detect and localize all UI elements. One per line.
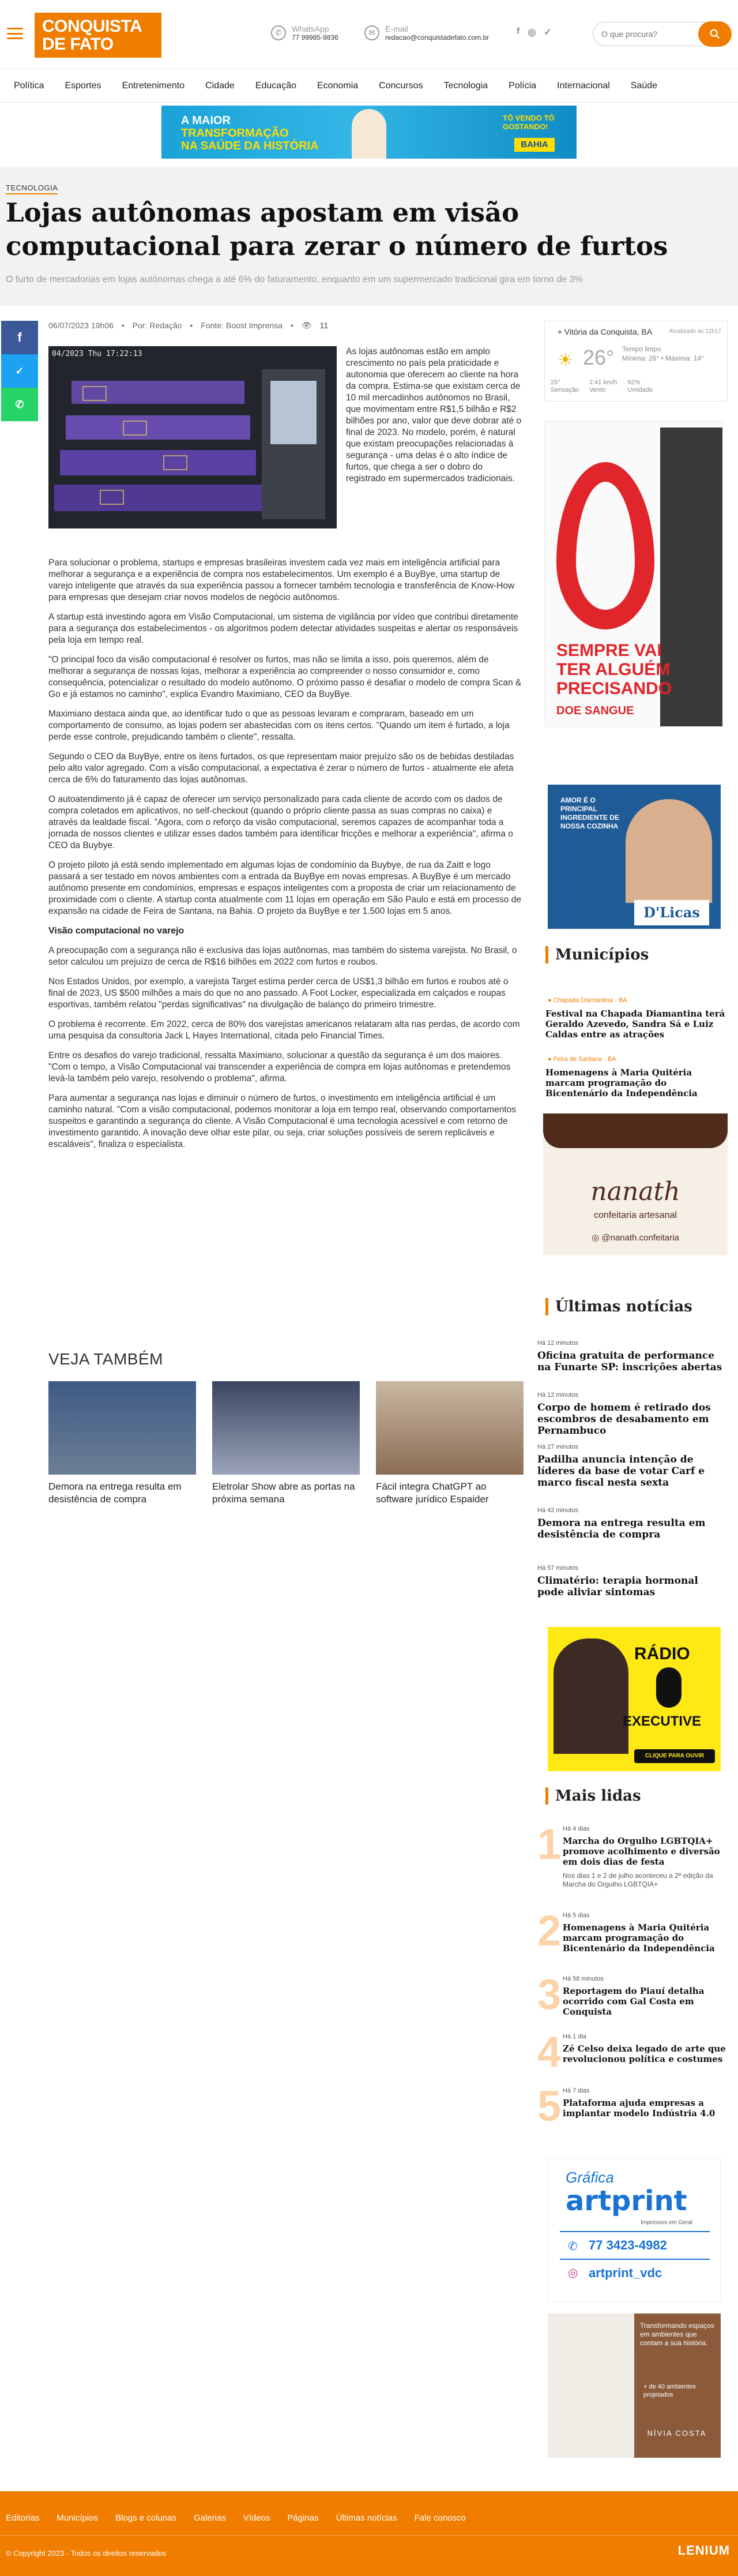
- blood-drop-icon: [556, 462, 654, 629]
- latest-news-item[interactable]: [537, 1507, 728, 1540]
- ad-nivia-count: + de 40 ambientes projetados: [643, 2383, 696, 2398]
- footer-link[interactable]: Vídeos: [243, 2513, 270, 2523]
- nav-item[interactable]: Cidade: [205, 80, 235, 91]
- location-icon: ●: [548, 997, 554, 1004]
- store-shelves-image: [48, 346, 337, 528]
- ad-radio-title: RÁDIO: [634, 1644, 690, 1663]
- article-hero-image: [48, 346, 337, 528]
- email-value: redacao@conquistadefato.com.br: [385, 33, 490, 42]
- article-paragraph: Para aumentar a segurança nas lojas e diminuir o número de furtos, o investimento em inteligência artificial é um caminho natural. "Com a visão computacional, podemos monitorar a loja em tempo real, observando comportamentos suspeitos e garantindo a segurança do cliente. A Visão Computacional é uma tecnologia acessível e com retorno de investimento garantido. A inovação deve olhar este pilar, ou seja, criar soluções possíveis de serem replicáveis e escaláveis", finaliza o especialista.: [48, 1093, 517, 1149]
- article-title: Lojas autônomas apostam em visão computacional para zerar o número de furtos: [6, 197, 668, 261]
- ad-blood-donation[interactable]: [544, 421, 723, 727]
- menu-icon[interactable]: [7, 28, 23, 39]
- news-headline: Corpo de homem é retirado dos escombros de desabamento em Pernambuco: [537, 1402, 711, 1437]
- related-card[interactable]: [212, 1381, 360, 1506]
- vento-value: 2.41 km/h: [589, 379, 617, 386]
- article-author: Por: Redação: [132, 321, 182, 330]
- logo-line1: CONQUISTA: [42, 17, 142, 36]
- article-date: 06/07/2023 19h06: [48, 321, 114, 330]
- ad-radio-cta[interactable]: CLIQUE PARA OUVIR: [634, 1749, 715, 1763]
- ad-artprint-phone: 77 3423-4982: [589, 2238, 667, 2252]
- municipio-headline[interactable]: Festival na Chapada Diamantina terá Geraldo Azevedo, Sandra Sá e Luiz Caldas entre as atrações: [545, 1008, 725, 1040]
- twitter-icon[interactable]: ✓: [544, 28, 552, 38]
- views-icon: 👁: [301, 321, 312, 330]
- ad-artprint-brand: artprint: [566, 2185, 687, 2217]
- article-subtitle: O furto de mercadorias em lojas autônomas chega a até 6% do faturamento, enquanto em um supermercado tradicional gira em torno de 3%: [6, 275, 583, 284]
- phone-icon: ✆: [568, 2240, 578, 2253]
- banner-person-image: [352, 109, 386, 159]
- ad-artprint-g: Gráfica: [566, 2169, 614, 2186]
- ad-nivia-brand: NÍVIA COSTA: [647, 2429, 707, 2438]
- related-section-title: VEJA TAMBÉM: [48, 1350, 163, 1368]
- whatsapp-label: WhatsApp: [292, 24, 329, 33]
- related-card-image: [212, 1381, 360, 1475]
- instagram-icon: ◎: [592, 1233, 602, 1243]
- ad-nanath-instagram: ◎ @nanath.confeitaria: [592, 1233, 679, 1243]
- instagram-icon[interactable]: ◎: [528, 28, 536, 38]
- site-header: [0, 0, 738, 69]
- weather-summary: [622, 344, 704, 363]
- news-headline: Climatério: terapia hormonal pode aliviar sintomas: [537, 1575, 698, 1598]
- article-paragraph: As lojas autônomas estão em amplo crescimento no país pela praticidade e autonomia que oferecem ao cliente na hora da compra. Estima-se que existam cerca de 10 mil mercadinhos autônomos no Brasil, que movimentam entre R$1,5 bilhão e R$2 bilhões por ano, valor que deve dobrar até o final de 2023. No modelo, porém, é natural que existam preocupações relacionadas à segurança - uma delas é o alto índice de furtos, que chega a ser o dobro do registrado em supermercados tradicionais.: [346, 347, 522, 483]
- news-time: Há 57 minutos: [537, 1565, 578, 1572]
- article-source: Fonte: Boost Imprensa: [201, 321, 283, 330]
- article-body: [48, 557, 524, 1158]
- umidade-value: 92%: [627, 379, 641, 386]
- news-headline: Demora na entrega resulta em desistência de compra: [537, 1517, 706, 1540]
- ad-blood-cta: DOE SANGUE: [556, 704, 634, 717]
- municipios-title: Municípios: [545, 946, 649, 963]
- footer-divider: [0, 2535, 738, 2536]
- nav-item[interactable]: Economia: [317, 80, 359, 91]
- nav-item[interactable]: Política: [14, 80, 44, 91]
- municipio-tag[interactable]: ● Chapada Diamantina - BA: [548, 997, 627, 1004]
- logo-line2: DE FATO: [42, 35, 114, 54]
- news-time: Há 7 dias: [563, 2087, 590, 2094]
- footer-link[interactable]: Galerias: [193, 2513, 226, 2523]
- nav-item[interactable]: Tecnologia: [443, 80, 488, 91]
- ad-radio-executive[interactable]: [548, 1627, 721, 1771]
- footer-link[interactable]: Blogs e colunas: [115, 2513, 176, 2523]
- ad-artprint-sub: Impressos em Geral: [641, 2219, 693, 2226]
- article-paragraph: Nos Estados Unidos, por exemplo, a varejista Target estima perder cerca de US$1,3 bilhão em furtos e roubos até o final de 2023, US $500 milhões a mais do que no ano passado. A Foot Locker, especializada em calçados e roupas esportivas, também relatou "perdas significativas" na divulgação de balanço do primeiro trimestre.: [48, 977, 509, 1010]
- rank-number: 1: [537, 1820, 562, 1868]
- news-headline: Reportagem do Piauí detalha ocorrido com Gal Costa em Conquista: [563, 1986, 705, 2017]
- ultimas-title: Últimas notícias: [545, 1298, 692, 1315]
- latest-news-item[interactable]: [537, 1565, 728, 1598]
- search-button[interactable]: [698, 21, 732, 47]
- article-paragraph: A startup está investindo agora em Visão Computacional, um sistema de vigilância por vídeo que contribui diretamente para a segurança dos estabelecimentos - os algoritmos podem detectar atividades suspeitas e alertar os responsáveis pela loja em tempo real.: [48, 612, 518, 645]
- related-card[interactable]: [48, 1381, 196, 1506]
- ad-blood-text: SEMPRE VAI TER ALGUÉM PRECISANDO: [556, 641, 672, 698]
- weather-condition: Tempo limpo: [622, 345, 662, 353]
- footer-links: [6, 2513, 466, 2523]
- whatsapp-icon: ✆: [15, 398, 24, 410]
- banner-right-text: TÔ VENDO TÔ GOSTANDO!: [503, 114, 555, 131]
- weather-city: ⌖ Vitória da Conquista, BA: [558, 327, 653, 336]
- nav-item[interactable]: Educação: [255, 80, 296, 91]
- ad-nanath-sub: confeitaria artesanal: [593, 1210, 677, 1220]
- related-card-title: Demora na entrega resulta em desistência de compra: [48, 1481, 182, 1505]
- divider: [560, 2259, 710, 2260]
- ad-artprint[interactable]: [548, 2158, 721, 2302]
- nav-item[interactable]: Esportes: [65, 80, 101, 91]
- email-contact[interactable]: [364, 24, 489, 42]
- sensacao-value: 25°: [551, 379, 560, 386]
- search-box: [593, 22, 731, 46]
- sun-icon: ☀: [558, 351, 573, 370]
- nav-item[interactable]: Concursos: [379, 80, 423, 91]
- article-paragraph: A preocupação com a segurança não é exclusiva das lojas autônomas, mas também do sistema varejista. No Brasil, o setor calculou um prejuízo de cerca de R$16 bilhões em 2022 com furtos e roubos.: [48, 946, 517, 967]
- news-time: Há 1 dia: [563, 2033, 586, 2040]
- rank-number: 2: [537, 1907, 562, 1955]
- ad-nivia-photo: [548, 2313, 634, 2458]
- nav-item[interactable]: Internacional: [557, 80, 610, 91]
- whatsapp-icon: ✆: [271, 25, 286, 40]
- chocolate-drip: [543, 1113, 728, 1148]
- news-headline: Zé Celso deixa legado de arte que revolucionou política e costumes: [563, 2043, 726, 2064]
- social-links: [517, 27, 552, 38]
- article-paragraph: Maximiano destaca ainda que, ao identificar tudo o que as pessoas levaram e compraram, baseado em um comportamento de consumo, as lojas podem ser abastecidas com os itens certos. "Quando um item é furtado, a loja perde esse controle, prejudicando também o cliente", ressalta.: [48, 709, 510, 742]
- news-headline: Marcha do Orgulho LGBTQIA+ promove acolhimento e diversão em dois dias de festa: [563, 1836, 720, 1867]
- share-facebook-button[interactable]: [1, 321, 38, 354]
- mais-lidas-title: Mais lidas: [545, 1787, 641, 1805]
- nav-item[interactable]: Saúde: [630, 80, 658, 91]
- news-time: Há 5 dias: [563, 1912, 590, 1919]
- news-headline: Homenagens à Maria Quitéria marcam programação do Bicentenário da Independência: [563, 1922, 715, 1953]
- footer-copyright: © Copyright 2023 - Todos os direitos reservados: [6, 2549, 167, 2558]
- ad-nivia-costa[interactable]: [548, 2313, 721, 2458]
- article-section-title: Visão computacional no varejo: [48, 926, 184, 936]
- weather-minmax: Mínima: 26° • Máxima: 14°: [622, 354, 704, 362]
- twitter-icon: ✓: [15, 365, 24, 377]
- whatsapp-number: 77 99985-9836: [292, 33, 338, 42]
- article-paragraph: Para solucionar o problema, startups e empresas brasileiras investem cada vez mais em inteligência artificial para melhorar a segurança e a experiência de compra nos estabelecimentos. Um exemplo é a BuyBye, uma startup de varejo inteligente que através da sua experiência passou a fornecer também tecnologia e transferência de Know-How para empresas que desejam criar novos modelos de negócio autônomos.: [48, 558, 515, 602]
- ad-dlicas-photo: [626, 799, 712, 903]
- microphone-icon: [656, 1667, 681, 1708]
- site-footer: [0, 2491, 738, 2576]
- article-paragraph: O problema é recorrente. Em 2022, cerca de 80% dos varejistas americanos relataram alta nas perdas, de acordo com uma pesquisa da consultoria Jack L Hayes International, citada pelo Financial Times.: [48, 1019, 520, 1041]
- footer-link[interactable]: Municípios: [57, 2513, 99, 2523]
- related-card-image: [376, 1381, 524, 1475]
- article-paragraph: "O principal foco da visão computacional é resolver os furtos, mas não se limita a isso, pois queremos, além de melhorar a segurança de nossas lojas, melhorar a experiência ao compreender o nosso consumidor e, como consequência, potencializar o resultado do modelo autônomo. O próximo passo é desafiar o modelo de compra Scan & Go e já estamos no caminho", explica Evandro Maximiano, CEO da BuyBye.: [48, 655, 522, 699]
- whatsapp-contact[interactable]: [271, 24, 338, 42]
- vento-label: Vento: [589, 387, 606, 393]
- news-time: Há 42 minutos: [537, 1507, 578, 1514]
- article-paragraph: O autoatendimento já é capaz de oferecer um serviço personalizado para cada cliente de acordo com os dados de compra coletados em aplicativos, no self-checkout (quando o próprio cliente passa as suas compras no caixa) e através da lealdade fiscal. "Agora, com o reforço da visão computacional, seremos capazes de acompanhar toda a jornada de nossos clientes e utilizar esses dados também para identificar fricções e melhorar a experiência", afirma o CEO da Buybye.: [48, 794, 513, 850]
- ad-artprint-instagram: artprint_vdc: [589, 2266, 662, 2280]
- banner-state-logo: BAHIA: [514, 138, 555, 152]
- related-card-title: Eletrolar Show abre as portas na próxima semana: [212, 1481, 355, 1505]
- article-views: 11: [319, 321, 329, 330]
- banner-line3: NA SAÚDE DA HISTÓRIA: [181, 140, 319, 152]
- rank-number: 4: [537, 2028, 562, 2076]
- weather-temp: 26°: [583, 346, 615, 369]
- news-time: Há 4 dias: [563, 1825, 590, 1832]
- ad-nanath-name: nanath: [590, 1177, 680, 1206]
- article-category[interactable]: TECNOLOGIA: [6, 183, 58, 194]
- weather-details: [551, 379, 653, 394]
- ad-dlicas-logo: D'Licas: [634, 900, 709, 925]
- latest-news-item[interactable]: [537, 1443, 728, 1488]
- main-nav: [0, 69, 738, 103]
- news-description: Nos dias 1 e 2 de julho aconteceu a 2ª edição da Marcha do Orgulho LGBTQIA+: [563, 1872, 713, 1888]
- article-meta: 06/07/2023 19h06 • Por: Redação • Fonte: Boost Imprensa • 👁 11: [48, 321, 329, 330]
- share-whatsapp-button[interactable]: [1, 388, 38, 421]
- image-timestamp: 04/2023 Thu 17:22:13: [52, 350, 142, 358]
- top-ad-banner[interactable]: [161, 106, 577, 159]
- search-icon: [710, 29, 720, 39]
- sensacao-label: Sensação: [551, 387, 579, 393]
- ad-radio-title2: EXECUTIVE: [623, 1713, 702, 1729]
- umidade-label: Umidade: [627, 387, 653, 393]
- divider: [560, 2231, 710, 2232]
- search-input[interactable]: [601, 29, 694, 39]
- ad-nanath[interactable]: [543, 1113, 728, 1255]
- latest-news-item[interactable]: [537, 1340, 728, 1373]
- banner-line2: TRANSFORMAÇÃO: [181, 127, 289, 140]
- news-headline: Oficina gratuita de performance na Funarte SP: inscrições abertas: [537, 1350, 722, 1373]
- article-paragraph: O projeto piloto já está sendo implementado em algumas lojas de condomínio da Buybye, de rua da Zaitt e logo passará a ser testado em novos ambientes com a entrada da BuyBye em novas empresas. A BuyBye é um mercado autônomo presente em condomínios, empresas e espaços inteligentes com a proposta de criar um relacionamento de proximidade com o cliente. A startup conta atualmente com 11 lojas em operação em São Paulo e está em processo de expansão na cidade de Feira de Santana, na Bahia. O projeto da BuyBye e ter 1.500 lojas em 5 anos.: [48, 860, 521, 916]
- municipio-headline[interactable]: Homenagens à Maria Quitéria marcam programação do Bicentenário da Independência: [545, 1067, 698, 1098]
- news-time: Há 27 minutos: [537, 1443, 578, 1450]
- location-icon: ⌖: [558, 327, 564, 336]
- footer-link[interactable]: Páginas: [287, 2513, 319, 2523]
- rank-number: 5: [537, 2082, 562, 2130]
- email-label: E-mail: [385, 24, 408, 33]
- instagram-icon: ◎: [568, 2267, 578, 2279]
- footer-link[interactable]: Últimas notícias: [336, 2513, 397, 2523]
- location-icon: ●: [548, 1056, 554, 1063]
- footer-link[interactable]: Editorias: [6, 2513, 40, 2523]
- facebook-icon: f: [17, 330, 22, 344]
- email-icon: ✉: [364, 25, 379, 40]
- municipio-tag[interactable]: ● Feira de Santana - BA: [548, 1056, 616, 1063]
- footer-dev-logo[interactable]: LENIUM: [677, 2543, 730, 2558]
- footer-link[interactable]: Fale conosco: [414, 2513, 466, 2523]
- news-headline: Plataforma ajuda empresas a implantar modelo Indústria 4.0: [563, 2098, 716, 2118]
- weather-updated: Atualizado às 12h17: [669, 328, 721, 335]
- news-time: Há 58 minutos: [563, 1975, 604, 1982]
- rank-number: 3: [537, 1970, 562, 2018]
- article-paragraph: Segundo o CEO da BuyBye, entre os itens furtados, os que representam maior prejuízo são os de bebidas destiladas pelo alto valor agregado. Com a visão computacional, a expectativa é zerar o número de furtos - atualmente ele afeta cerca de 6% do faturamento das lojas autônomas.: [48, 752, 514, 785]
- ad-dlicas[interactable]: [548, 785, 721, 929]
- related-card-title: Fácil integra ChatGPT ao software jurídico Espaider: [376, 1481, 489, 1505]
- latest-news-item[interactable]: [537, 1392, 728, 1437]
- article-paragraph: Entre os desafios do varejo tradicional, ressalta Maximiano, solucionar a questão da segurança é um dos maiores. "Com o tempo, a Visão Computacional vai transcender a experiência de compra em lojas autônomas e pretendemos levá-la também pelo varejo, resolvendo o problema", afirma.: [48, 1051, 511, 1083]
- ad-dlicas-text: AMOR É O PRINCIPAL INGREDIENTE DE NOSSA COZINHA: [560, 796, 620, 830]
- nav-item[interactable]: Polícia: [509, 80, 537, 91]
- news-time: Há 12 minutos: [537, 1340, 578, 1347]
- ad-nivia-text: Transformando espaços em ambientes que contam a sua história.: [640, 2322, 714, 2347]
- related-card[interactable]: [376, 1381, 524, 1506]
- ad-radio-photo: [554, 1638, 628, 1754]
- related-card-image: [48, 1381, 196, 1475]
- share-twitter-button[interactable]: [1, 354, 38, 388]
- facebook-icon[interactable]: f: [517, 27, 520, 36]
- article-intro: [346, 346, 524, 493]
- news-headline: Padilha anuncia intenção de líderes da base de votar Carf e marco fiscal nesta sexta: [537, 1454, 705, 1488]
- banner-line1: A MAIOR: [181, 114, 231, 127]
- news-time: Há 12 minutos: [537, 1392, 578, 1398]
- nav-item[interactable]: Entretenimento: [122, 80, 185, 91]
- weather-widget: [544, 321, 728, 402]
- site-logo[interactable]: [35, 13, 161, 58]
